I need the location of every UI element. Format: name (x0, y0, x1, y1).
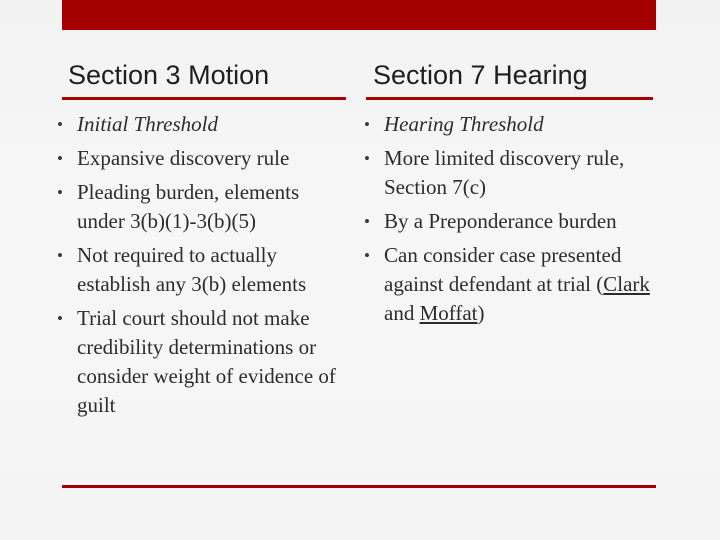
list-item-text-suffix: ) (477, 301, 485, 325)
list-item-text: More limited discovery rule, Section 7(c) (384, 146, 625, 199)
section-7-heading: Section 7 Hearing (373, 60, 588, 90)
list-item (57, 304, 347, 420)
list-item-text: Trial court should not make credibility determinations or consider weight of evidence of guilt (77, 306, 336, 417)
list-item-text: Hearing Threshold (384, 112, 544, 136)
moffat-case-link[interactable]: Moffat (419, 301, 478, 325)
list-item (57, 110, 347, 139)
list-item (364, 241, 684, 328)
list-item (57, 144, 347, 173)
section-7-heading-underline (366, 97, 653, 100)
list-item-text-prefix: Can consider case presented against defendant at trial ( (384, 243, 622, 296)
clark-case-link[interactable]: Clark (603, 272, 650, 296)
list-item-text-middle: and (384, 301, 420, 325)
section-3-bullet-list (57, 110, 347, 425)
bottom-accent-rule (62, 485, 656, 488)
bullet-icon: • (364, 149, 370, 168)
list-item (57, 178, 347, 236)
bullet-icon: • (364, 212, 370, 231)
list-item (364, 144, 684, 202)
list-item-text: Pleading burden, elements under 3(b)(1)-3(b)(5) (77, 180, 300, 233)
list-item (364, 110, 684, 139)
list-item-text: By a Preponderance burden (384, 209, 617, 233)
bullet-icon: • (364, 246, 370, 265)
bullet-icon: • (364, 115, 370, 134)
bullet-icon: • (57, 115, 63, 134)
list-item (364, 207, 684, 236)
bullet-icon: • (57, 149, 63, 168)
list-item (57, 241, 347, 299)
list-item-text: Not required to actually establish any 3(b) elements (77, 243, 307, 296)
bullet-icon: • (57, 309, 63, 328)
bullet-icon: • (57, 246, 63, 265)
list-item-text: Expansive discovery rule (77, 146, 290, 170)
section-7-bullet-list (364, 110, 684, 333)
top-accent-bar (62, 0, 656, 30)
section-3-heading-underline (62, 97, 346, 100)
list-item-text: Initial Threshold (77, 112, 218, 136)
section-3-heading: Section 3 Motion (68, 60, 270, 90)
bullet-icon: • (57, 183, 63, 202)
